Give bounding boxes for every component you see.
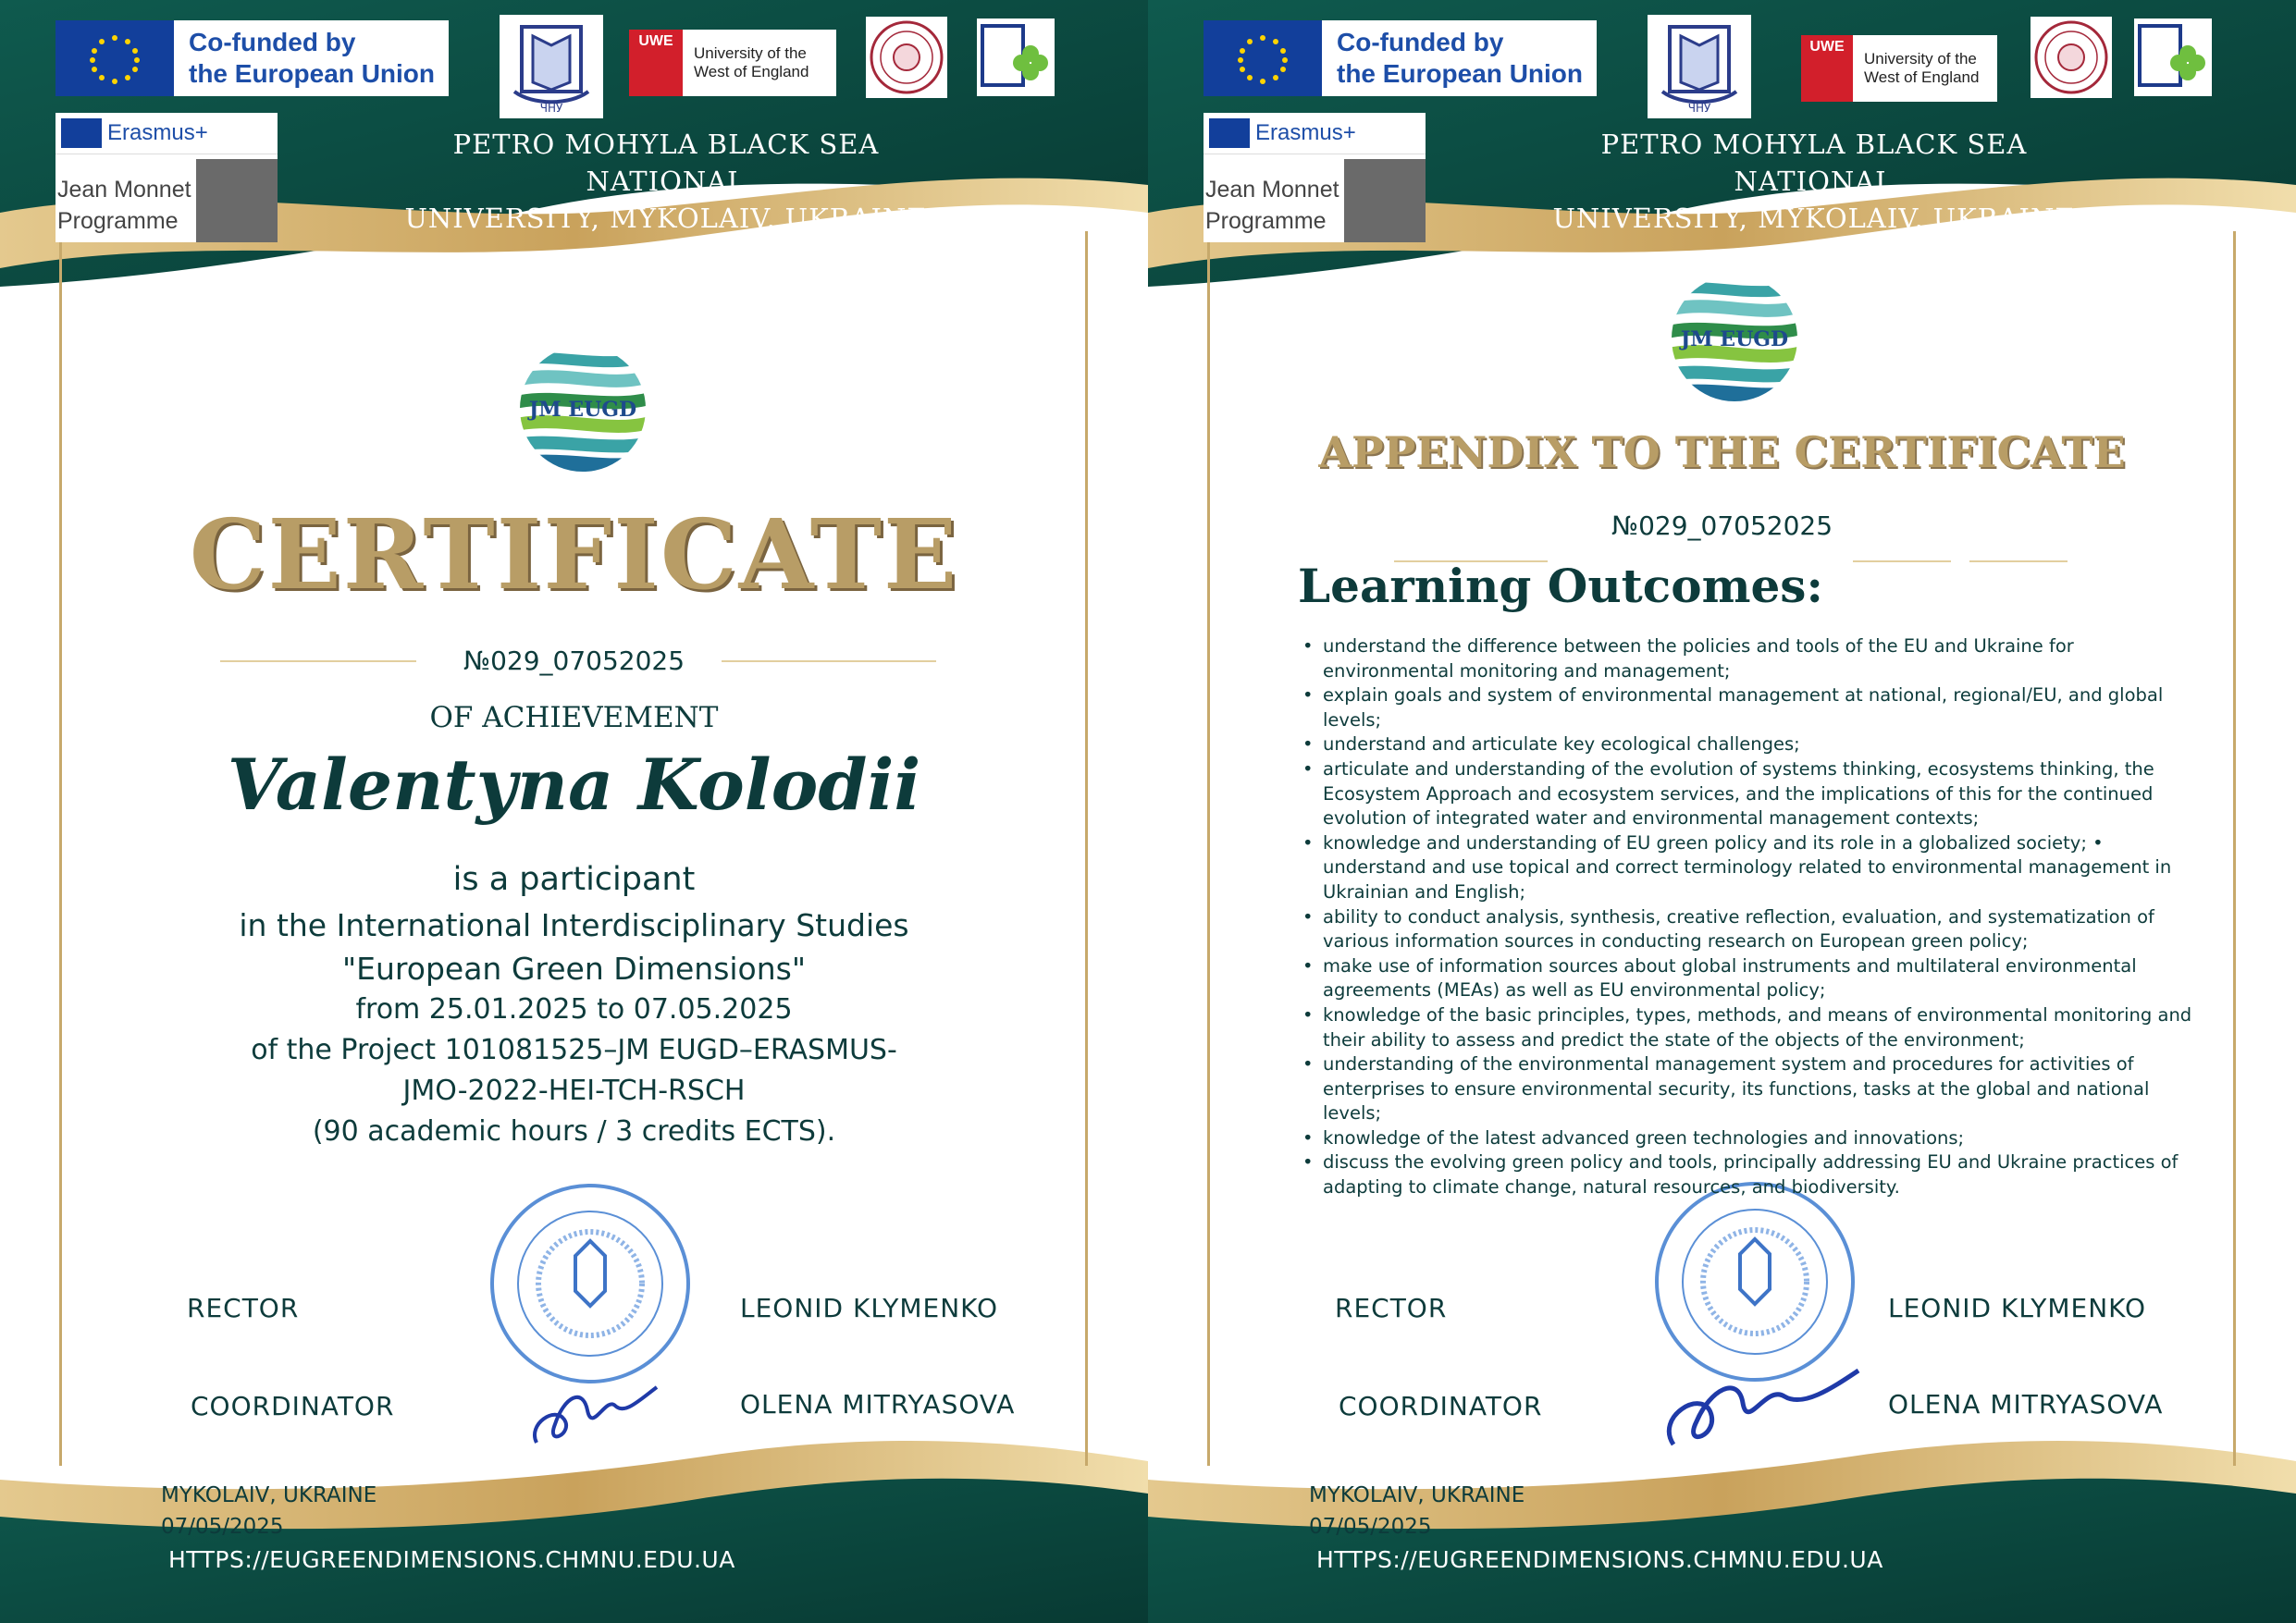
dates-line: from 25.01.2025 to 07.05.2025 <box>355 993 793 1026</box>
frame-left-line <box>59 231 62 1466</box>
university-seal-icon <box>2129 1195 2258 1324</box>
frame-right-line <box>1085 231 1088 1466</box>
project-logo-text: JM EUGD <box>528 398 637 422</box>
coordinator-label: COORDINATOR <box>1339 1391 1543 1421</box>
project-line: of the Project 101081525–JM EUGD–ERASMUS- <box>251 1034 897 1066</box>
eu-flag-icon <box>56 20 174 96</box>
certificate-subtitle: OF ACHIEVEMENT <box>429 701 719 734</box>
footer-city: MYKOLAIV, UKRAINE <box>1309 1483 1525 1507</box>
list-item: • explain goals and system of environmental management at national, regional/EU, and global levels; <box>1323 683 2192 732</box>
presov-seal-icon <box>866 17 947 98</box>
eu-cofunded-text: Co-funded by the European Union <box>1337 28 1583 88</box>
list-item: • understand the difference between the policies and tools of the EU and Ukraine for environmental monitoring and management; <box>1323 634 2192 683</box>
footer-date: 07/05/2025 <box>161 1515 284 1539</box>
chnu-logo-icon <box>1648 15 1751 118</box>
list-item: • discuss the evolving green policy and tools, principally addressing EU and Ukraine practices of adapting to climate change, natural resources, and biodiversity. <box>1323 1150 2192 1199</box>
jean-monnet-portrait <box>196 159 278 242</box>
rector-name: LEONID KLYMENKO <box>740 1293 999 1323</box>
appendix-number: №029_07052025 <box>1611 510 1833 541</box>
footer-city: MYKOLAIV, UKRAINE <box>161 1483 377 1507</box>
uwe-logo <box>1801 35 1997 102</box>
eu-cofunded-logo <box>56 20 449 96</box>
eu-cofunded-text: Co-funded by the European Union <box>189 28 435 88</box>
rector-label: RECTOR <box>1335 1293 1448 1323</box>
participant-line: is a participant <box>452 861 696 898</box>
ou-clover-icon <box>977 18 1055 96</box>
list-item: • understand and articulate key ecological challenges; <box>1323 732 2192 757</box>
ou-clover-icon <box>2134 18 2212 96</box>
list-item: • ability to conduct analysis, synthesis, creative reflection, evaluation, and systematization of various information sources in conducting research on European green policy; <box>1323 905 2192 954</box>
erasmus-jean-monnet-logo <box>56 113 278 242</box>
project-globe-icon <box>516 342 649 475</box>
eu-flag-icon <box>1209 118 1250 148</box>
studies-line: in the International Interdisciplinary Studies <box>239 907 909 943</box>
chnu-caption: ЧНУ <box>539 102 563 115</box>
learning-outcomes-heading: Learning Outcomes: <box>1298 559 1823 613</box>
divider-right <box>1969 560 2068 562</box>
certificate-number: №029_07052025 <box>463 646 685 676</box>
uwe-logo <box>629 30 836 96</box>
eu-cofunded-logo <box>1204 20 1597 96</box>
project-logo-text: JM EUGD <box>1680 327 1789 351</box>
chnu-logo-icon <box>500 15 603 118</box>
university-name: PETRO MOHYLA BLACK SEA NATIONAL UNIVERSITY, MYKOLAIV, UKRAINE <box>404 129 928 234</box>
erasmus-label: Erasmus+ <box>107 120 208 145</box>
coordinator-name: OLENA MITRYASOVA <box>1888 1389 2164 1420</box>
signature-icon <box>1646 1352 1868 1463</box>
jean-monnet-label: Jean Monnet Programme <box>1205 177 1339 234</box>
coordinator-name: OLENA MITRYASOVA <box>740 1389 1016 1420</box>
university-name: PETRO MOHYLA BLACK SEA NATIONAL UNIVERSITY, MYKOLAIV, UKRAINE <box>1552 129 2076 234</box>
list-item: • articulate and understanding of the evolution of systems thinking, ecosystems thinking, the Ecosystem Approach and ecosystem services, and the implications of this for the continued evolution of integrated water and environmental management contexts; <box>1323 757 2192 831</box>
footer-url[interactable]: HTTPS://EUGREENDIMENSIONS.CHMNU.EDU.UA <box>168 1546 735 1573</box>
uwe-mark-icon: UWE <box>629 30 683 96</box>
certificate-title: CERTIFICATE <box>189 498 959 611</box>
erasmus-label: Erasmus+ <box>1255 120 1356 145</box>
uwe-text: University of the West of England <box>1864 50 1980 86</box>
project-globe-icon <box>1668 272 1801 405</box>
eu-flag-icon <box>61 118 102 148</box>
chnu-caption: ЧНУ <box>1687 102 1711 115</box>
footer-url[interactable]: HTTPS://EUGREENDIMENSIONS.CHMNU.EDU.UA <box>1316 1546 1883 1573</box>
signature-icon <box>518 1369 666 1461</box>
eu-flag-icon <box>1204 20 1322 96</box>
learning-outcomes-list <box>1323 634 2192 1200</box>
footer-date: 07/05/2025 <box>1309 1515 1432 1539</box>
jean-monnet-label: Jean Monnet Programme <box>57 177 191 234</box>
rector-name: LEONID KLYMENKO <box>1888 1293 2147 1323</box>
list-item: • understanding of the environmental management system and procedures for activities of enterprises to ensure environmental security, its functions, tasks at the global and national levels; <box>1323 1052 2192 1126</box>
frame-left-line <box>1207 231 1210 1466</box>
list-item: • knowledge of the basic principles, types, methods, and means of environmental monitoring and their ability to assess and predict the state of the objects of the environment; <box>1323 1003 2192 1052</box>
list-item: • make use of information sources about global instruments and multilateral environmental agreements (MEAs) as well as EU environmental policy; <box>1323 954 2192 1003</box>
appendix-title: APPENDIX TO THE CERTIFICATE <box>1318 427 2126 477</box>
uwe-text: University of the West of England <box>694 44 809 80</box>
presov-seal-icon <box>2031 17 2112 98</box>
coordinator-label: COORDINATOR <box>191 1391 395 1421</box>
university-seal-icon <box>483 1176 697 1391</box>
hours-line: (90 academic hours / 3 credits ECTS). <box>312 1115 836 1148</box>
uwe-mark-icon: UWE <box>1801 35 1853 102</box>
jean-monnet-portrait <box>1344 159 1426 242</box>
rector-label: RECTOR <box>187 1293 300 1323</box>
divider-middle <box>1853 560 1951 562</box>
list-item: • knowledge and understanding of EU green policy and its role in a globalized society; • understand and use topical and correct terminology related to environmental management in Ukrainian and English; <box>1323 831 2192 905</box>
recipient-name: Valentyna Kolodii <box>227 744 921 826</box>
program-name-line: "European Green Dimensions" <box>341 951 807 987</box>
list-item: • knowledge of the latest advanced green technologies and innovations; <box>1323 1126 2192 1151</box>
project-code-line: JMO-2022-HEI-TCH-RSCH <box>402 1075 746 1107</box>
erasmus-jean-monnet-logo <box>1204 113 1426 242</box>
